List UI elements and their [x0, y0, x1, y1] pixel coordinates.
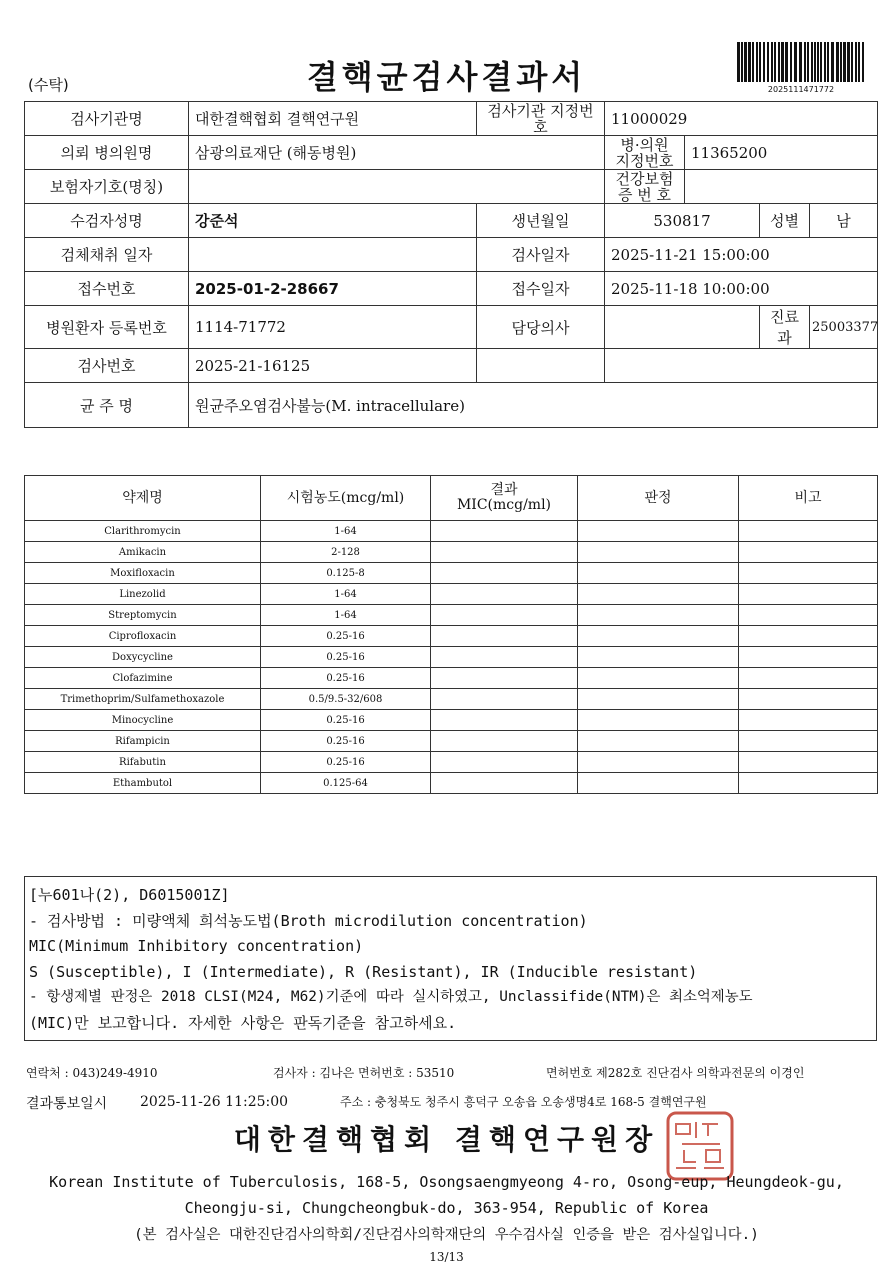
header-remark: 비고: [739, 476, 878, 521]
barcode-bar: [767, 42, 769, 82]
result-mic-label: 결과 MIC(mcg/ml): [456, 482, 552, 513]
drug-name: Moxifloxacin: [25, 563, 261, 584]
drug-test-range: 1-64: [261, 605, 431, 626]
barcode-bar: [771, 42, 773, 82]
note-line: S (Susceptible), I (Intermediate), R (Resistant), IR (Inducible resistant): [29, 962, 698, 981]
contact: 연락처 : 043)249-4910: [26, 1066, 158, 1080]
drug-interpretation: [578, 689, 739, 710]
barcode-bar: [855, 42, 857, 82]
drug-result: [431, 647, 578, 668]
lab-code: 11000029: [605, 102, 878, 136]
drug-row: [25, 521, 878, 542]
drug-row: [25, 689, 878, 710]
drug-test-range: 0.25-16: [261, 752, 431, 773]
drug-remark: [739, 773, 878, 794]
notes-box: [24, 876, 877, 1041]
barcode-bar: [843, 42, 846, 82]
sex-value: 남: [810, 204, 878, 238]
drug-remark: [739, 563, 878, 584]
doctor-name: [605, 306, 760, 349]
drug-row: [25, 605, 878, 626]
drug-result: [431, 605, 578, 626]
hospital-code-label: 병·의원 지정번호: [605, 136, 685, 170]
drug-test-range: 2-128: [261, 542, 431, 563]
barcode-bar: [799, 42, 802, 82]
barcode-bar: [759, 42, 761, 82]
drug-result: [431, 773, 578, 794]
receipt-no-label: 접수번호: [25, 272, 189, 306]
drug-test-range: 0.125-64: [261, 773, 431, 794]
drug-name: Linezolid: [25, 584, 261, 605]
drug-test-range: 0.25-16: [261, 668, 431, 689]
drug-result: [431, 668, 578, 689]
drug-test-range: 0.25-16: [261, 710, 431, 731]
drug-interpretation: [578, 752, 739, 773]
barcode-bar: [744, 42, 747, 82]
drug-test-range: 0.125-8: [261, 563, 431, 584]
barcode-bar: [824, 42, 826, 82]
drug-test-range: 1-64: [261, 584, 431, 605]
drug-interpretation: [578, 731, 739, 752]
drug-result: [431, 563, 578, 584]
drug-name: Streptomycin: [25, 605, 261, 626]
barcode-bar: [858, 42, 860, 82]
drug-result: [431, 710, 578, 731]
barcode-bar: [741, 42, 743, 82]
report-label: 결과통보일시: [26, 1096, 108, 1112]
barcode-bar: [831, 42, 834, 82]
lab-name: 대한결핵협회 결핵연구원: [189, 102, 477, 136]
barcode-bar: [781, 42, 784, 82]
drug-name: Ethambutol: [25, 773, 261, 794]
drug-test-range: 0.25-16: [261, 626, 431, 647]
drug-remark: [739, 584, 878, 605]
header-interpretation: 판정: [578, 476, 739, 521]
lab-code-label: 검사기관 지정번호: [477, 102, 605, 136]
department-label: 진료과: [760, 306, 810, 349]
insurance-value: [189, 170, 605, 204]
health-insurance-value: [685, 170, 878, 204]
registration-label: 병원환자 등록번호: [25, 306, 189, 349]
hospital-label: 의뢰 병의원명: [25, 136, 189, 170]
barcode-bar: [774, 42, 776, 82]
header-result-mic: [431, 476, 578, 521]
tester: 검사자 : 김나은 면허번호 : 53510: [273, 1066, 455, 1080]
drug-interpretation: [578, 647, 739, 668]
drug-result: [431, 731, 578, 752]
document-title: 결핵균검사결과서: [306, 58, 587, 96]
insurance-label: 보험자기호(명칭): [25, 170, 189, 204]
drug-remark: [739, 647, 878, 668]
drug-name: Minocycline: [25, 710, 261, 731]
test-date-label: 검사일자: [477, 238, 605, 272]
barcode-bar: [847, 42, 850, 82]
organism-name: 원균주오염검사불능(M. intracellulare): [189, 383, 878, 428]
drug-name: Rifabutin: [25, 752, 261, 773]
drug-remark: [739, 521, 878, 542]
test-no-extra: [477, 349, 605, 383]
drug-row: [25, 710, 878, 731]
barcode-bar: [851, 42, 853, 82]
sex-label: 성별: [760, 204, 810, 238]
header-test-range: 시험농도(mcg/ml): [261, 476, 431, 521]
barcode-bar: [814, 42, 816, 82]
barcode-bar: [778, 42, 780, 82]
drug-test-range: 1-64: [261, 521, 431, 542]
barcode-bar: [785, 42, 788, 82]
drug-interpretation: [578, 626, 739, 647]
lab-name-label: 검사기관명: [25, 102, 189, 136]
organism-label: 균 주 명: [25, 383, 189, 428]
barcode-bar: [820, 42, 822, 82]
note-line: - 항생제별 판정은 2018 CLSI(M24, M62)기준에 따라 실시하였고, Unclassifide(NTM)은 최소억제농도: [29, 989, 753, 1005]
drug-remark: [739, 542, 878, 563]
barcode-bar: [817, 42, 819, 82]
patient-info-table: [24, 101, 878, 428]
barcode-bar: [794, 42, 797, 82]
barcode-bar: [827, 42, 829, 82]
drug-interpretation: [578, 542, 739, 563]
drug-name: Rifampicin: [25, 731, 261, 752]
drug-remark: [739, 605, 878, 626]
drug-result: [431, 584, 578, 605]
drug-result: [431, 521, 578, 542]
receipt-no: 2025-01-2-28667: [189, 272, 477, 306]
drug-interpretation: [578, 668, 739, 689]
drug-result: [431, 542, 578, 563]
drug-result: [431, 626, 578, 647]
barcode: [735, 42, 867, 84]
drug-remark: [739, 710, 878, 731]
drug-interpretation: [578, 605, 739, 626]
drug-interpretation: [578, 584, 739, 605]
note-line: - 검사방법 : 미량액체 희석농도법(Broth microdilution concentration): [29, 911, 588, 930]
report-time: 2025-11-26 11:25:00: [140, 1094, 289, 1110]
drug-interpretation: [578, 773, 739, 794]
barcode-bar: [840, 42, 842, 82]
drug-row: [25, 647, 878, 668]
drug-remark: [739, 626, 878, 647]
drug-table: [24, 475, 878, 794]
page-number: 13/13: [429, 1250, 464, 1264]
drug-row: [25, 563, 878, 584]
address-kr: 주소 : 충청북도 청주시 흥덕구 오송읍 오송생명4로 168-5 결핵연구원: [340, 1095, 707, 1109]
patient-name: 강준석: [189, 204, 477, 238]
note-line: (MIC)만 보고합니다. 자세한 사항은 판독기준을 참고하세요.: [29, 1013, 457, 1032]
address-en-line1: Korean Institute of Tuberculosis, 168-5, Osongsaengmyeong 4-ro, Osong-eup, Heungdeok-gu,: [49, 1173, 844, 1191]
drug-interpretation: [578, 563, 739, 584]
drug-row: [25, 542, 878, 563]
barcode-bar: [862, 42, 864, 82]
certification: (본 검사실은 대한진단검사의학회/진단검사의학재단의 우수검사실 인증을 받은 검사실입니다.): [134, 1227, 759, 1243]
barcode-bar: [756, 42, 758, 82]
drug-row: [25, 668, 878, 689]
note-line: [누601나(2), D6015001Z]: [29, 886, 230, 904]
drug-name: Clofazimine: [25, 668, 261, 689]
drug-remark: [739, 752, 878, 773]
hospital-code: 11365200: [685, 136, 878, 170]
barcode-bar: [737, 42, 740, 82]
institute-name: 대한결핵협회 결핵연구원장: [233, 1123, 660, 1156]
drug-name: Ciprofloxacin: [25, 626, 261, 647]
drug-row: [25, 731, 878, 752]
test-no-blank: [605, 349, 878, 383]
doctor-label: 담당의사: [477, 306, 605, 349]
drug-name: Trimethoprim/Sulfamethoxazole: [25, 689, 261, 710]
address-en-line2: Cheongju-si, Chungcheongbuk-do, 363-954, Republic of Korea: [184, 1199, 709, 1217]
physician: 면허번호 제282호 진단검사 의학과전문의 이경인: [546, 1066, 805, 1080]
barcode-bar: [811, 42, 813, 82]
patient-label: 수검자성명: [25, 204, 189, 238]
department-value: 25003377: [810, 306, 878, 349]
test-no-label: 검사번호: [25, 349, 189, 383]
collection-label: 검체채취 일자: [25, 238, 189, 272]
drug-test-range: 0.25-16: [261, 731, 431, 752]
barcode-bar: [763, 42, 765, 82]
drug-row: [25, 752, 878, 773]
drug-test-range: 0.5/9.5-32/608: [261, 689, 431, 710]
health-insurance-label: 건강보험 증 번 호: [605, 170, 685, 204]
registration-no: 1114-71772: [189, 306, 477, 349]
receipt-date: 2025-11-18 10:00:00: [605, 272, 878, 306]
barcode-bar: [836, 42, 839, 82]
test-no: 2025-21-16125: [189, 349, 477, 383]
drug-row: [25, 773, 878, 794]
drug-remark: [739, 689, 878, 710]
barcode-number: 2025111471772: [767, 85, 835, 94]
receipt-date-label: 접수일자: [477, 272, 605, 306]
barcode-bar: [807, 42, 809, 82]
drug-result: [431, 752, 578, 773]
drug-remark: [739, 668, 878, 689]
test-date: 2025-11-21 15:00:00: [605, 238, 878, 272]
birth-date: 530817: [605, 204, 760, 238]
drug-test-range: 0.25-16: [261, 647, 431, 668]
drug-interpretation: [578, 521, 739, 542]
birth-label: 생년월일: [477, 204, 605, 238]
drug-name: Doxycycline: [25, 647, 261, 668]
hospital-name: 삼광의료재단 (해동병원): [189, 136, 605, 170]
barcode-bar: [752, 42, 754, 82]
header-drug: 약제명: [25, 476, 261, 521]
note-line: MIC(Minimum Inhibitory concentration): [29, 937, 364, 955]
request-label: (수탁): [28, 76, 69, 94]
drug-name: Clarithromycin: [25, 521, 261, 542]
drug-interpretation: [578, 710, 739, 731]
barcode-bar: [748, 42, 751, 82]
collection-date: [189, 238, 477, 272]
barcode-bar: [790, 42, 792, 82]
barcode-bar: [804, 42, 806, 82]
drug-row: [25, 626, 878, 647]
drug-row: [25, 584, 878, 605]
drug-remark: [739, 731, 878, 752]
drug-name: Amikacin: [25, 542, 261, 563]
drug-result: [431, 689, 578, 710]
